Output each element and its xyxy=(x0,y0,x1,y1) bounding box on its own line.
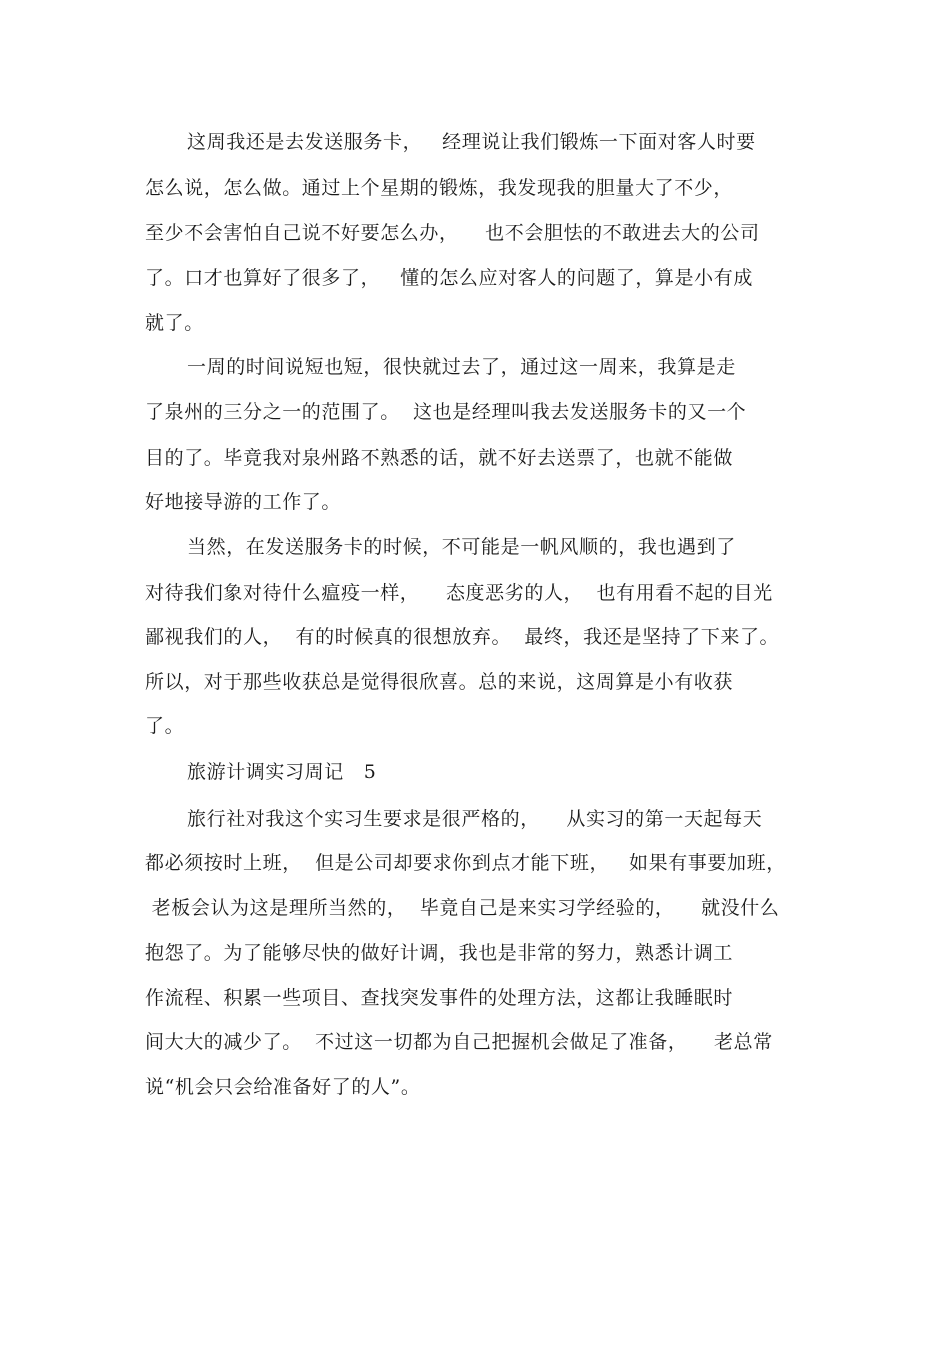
paragraph-4-line-4: 抱怨了。为了能够尽快的做好计调，我也是非常的努力，熟悉计调工 xyxy=(145,942,734,964)
paragraph-1-line-4: 了。口才也算好了很多了， 懂的怎么应对客人的问题了，算是小有成 xyxy=(145,267,753,289)
section-heading: 旅游计调实习周记 5 xyxy=(187,761,377,783)
paragraph-4-line-5: 作流程、积累一些项目、查找突发事件的处理方法，这都让我睡眠时 xyxy=(145,987,734,1009)
paragraph-3-line-5: 了。 xyxy=(145,715,185,737)
paragraph-1-line-3: 至少不会害怕自己说不好要怎么办， 也不会胆怯的不敢进去大的公司 xyxy=(145,222,760,244)
paragraph-2-line-2: 了泉州的三分之一的范围了。 这也是经理叫我去发送服务卡的又一个 xyxy=(145,401,747,423)
paragraph-4-line-2: 都必须按时上班， 但是公司却要求你到点才能下班， 如果有事要加班， xyxy=(145,852,786,874)
paragraph-1-line-2: 怎么说，怎么做。通过上个星期的锻炼，我发现我的胆量大了不少， xyxy=(145,177,734,199)
paragraph-4-line-3: 老板会认为这是理所当然的， 毕竟自己是来实习学经验的， 就没什么 xyxy=(145,897,780,919)
paragraph-4-line-1: 旅行社对我这个实习生要求是很严格的， 从实习的第一天起每天 xyxy=(187,808,763,830)
paragraph-2-line-1: 一周的时间说短也短，很快就过去了，通过这一周来，我算是走 xyxy=(187,356,736,378)
paragraph-1-line-5: 就了。 xyxy=(145,312,204,334)
paragraph-3-line-4: 所以，对于那些收获总是觉得很欣喜。总的来说，这周算是小有收获 xyxy=(145,671,734,693)
paragraph-3-line-1: 当然，在发送服务卡的时候，不可能是一帆风顺的，我也遇到了 xyxy=(187,536,736,558)
paragraph-2-line-4: 好地接导游的工作了。 xyxy=(145,491,342,513)
paragraph-3-line-2: 对待我们象对待什么瘟疫一样， 态度恶劣的人， 也有用看不起的目光 xyxy=(145,582,773,604)
paragraph-4-line-6: 间大大的减少了。 不过这一切都为自己把握机会做足了准备， 老总常 xyxy=(145,1031,773,1053)
paragraph-2-line-3: 目的了。毕竟我对泉州路不熟悉的话，就不好去送票了，也就不能做 xyxy=(145,447,734,469)
paragraph-4-line-7: 说“机会只会给准备好了的人”。 xyxy=(145,1076,421,1098)
paragraph-3-line-3: 鄙视我们的人， 有的时候真的很想放弃。 最终，我还是坚持了下来了。 xyxy=(145,626,780,648)
paragraph-1-line-1: 这周我还是去发送服务卡， 经理说让我们锻炼一下面对客人时要 xyxy=(187,131,756,153)
